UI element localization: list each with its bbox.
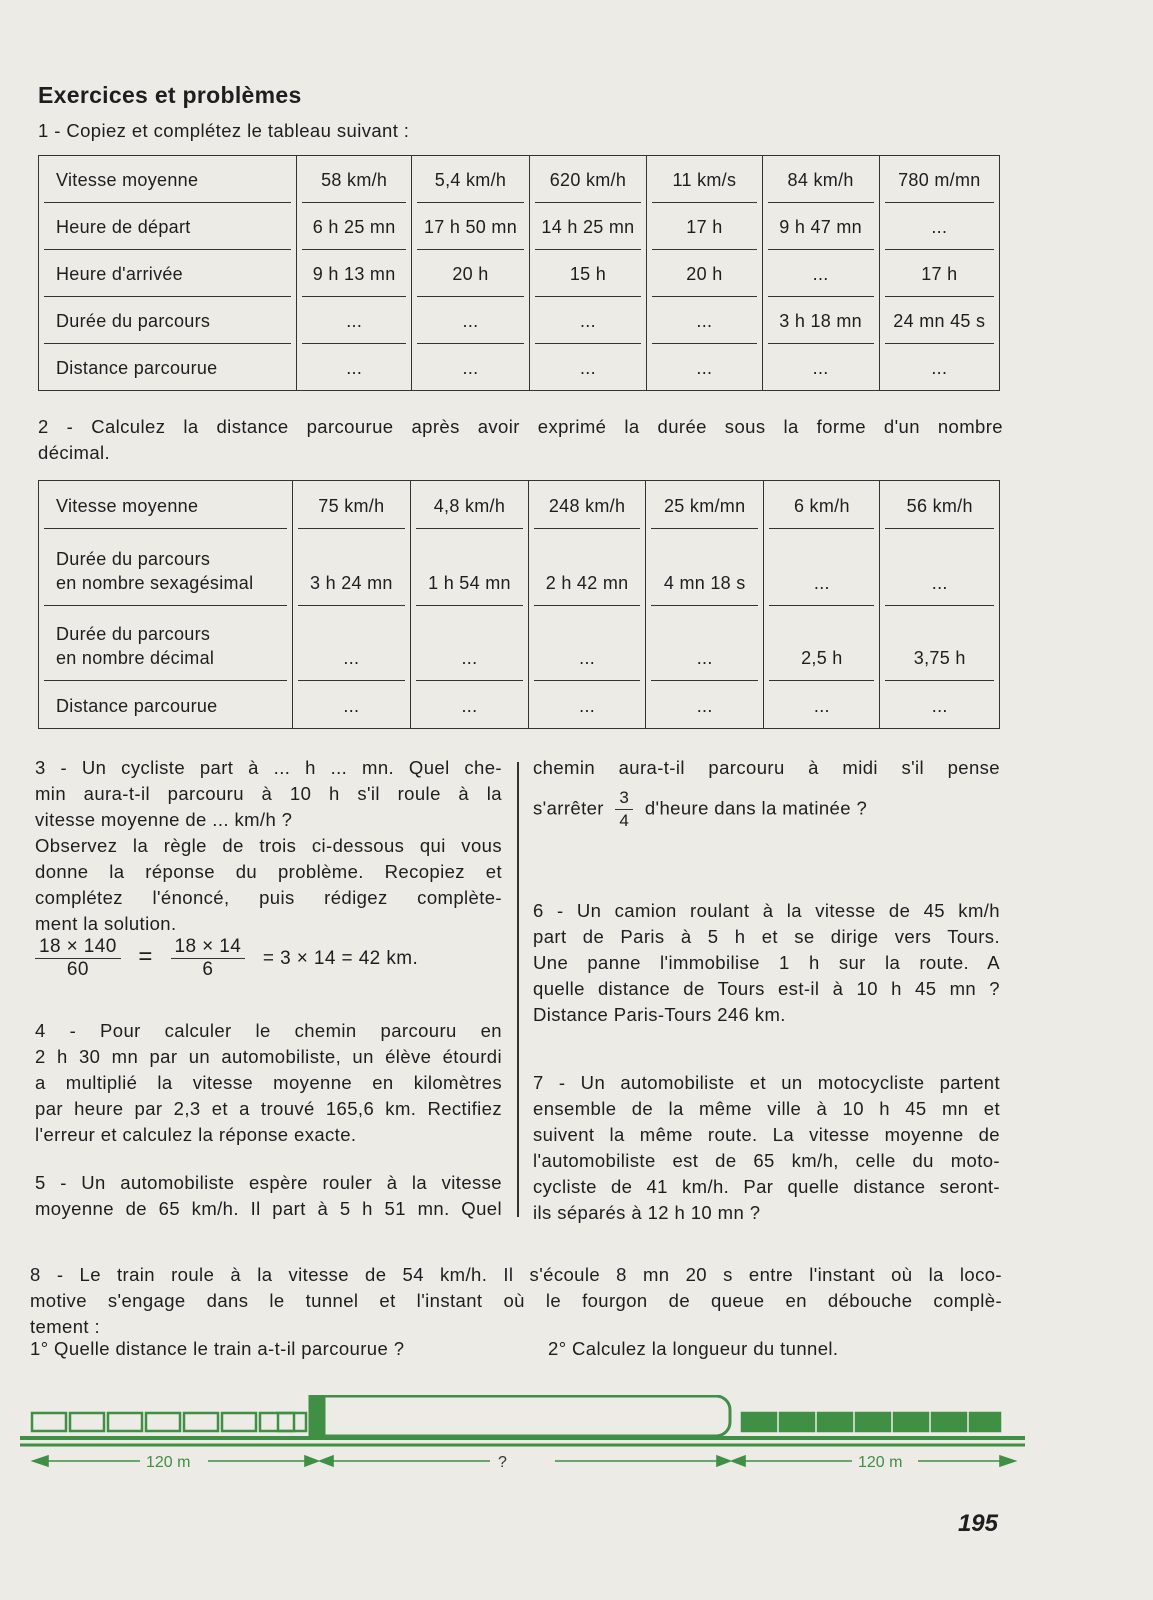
cell-text: ...	[696, 696, 713, 716]
text-line: Observez la règle de trois ci-dessous qui vous	[35, 835, 502, 856]
exercise-5	[35, 1170, 502, 1222]
cell-text: 4,8 km/h	[416, 494, 523, 529]
table-cell	[412, 156, 529, 203]
exercise-2-prompt	[38, 414, 1003, 466]
table-cell	[880, 529, 1000, 606]
exercise-2-table	[38, 480, 1000, 729]
exercise-8-q1: 1° Quelle distance le train a-t-il parcourue ?	[30, 1338, 405, 1359]
table-cell	[764, 681, 880, 729]
table-cell	[646, 606, 764, 681]
arrow-icon	[1000, 1456, 1015, 1466]
cell-text: 9 h 47 mn	[768, 215, 874, 250]
table-cell	[297, 344, 412, 391]
cell-text: ...	[535, 309, 641, 344]
cell-text: 17 h 50 mn	[417, 215, 523, 250]
cell-text: ...	[462, 358, 479, 378]
cell-text: 3,75 h	[885, 646, 994, 681]
table-cell	[412, 250, 529, 297]
table-row	[39, 156, 1000, 203]
exercise-7	[533, 1070, 1000, 1226]
table-cell	[292, 681, 410, 729]
cell-text: ...	[580, 358, 596, 378]
row-header-cell	[39, 344, 297, 391]
table-cell	[292, 481, 410, 529]
cell-text: ...	[417, 309, 523, 344]
table-cell	[879, 297, 999, 344]
table-cell	[646, 529, 764, 606]
cell-text: ...	[298, 646, 405, 681]
cell-text: Durée du parcours en nombre décimal	[44, 622, 287, 681]
cell-text: ...	[768, 262, 874, 297]
table-cell	[880, 681, 1000, 729]
cell-text: 11 km/s	[652, 168, 756, 203]
text-line: min aura-t-il parcouru à 10 h s'il roule à la	[35, 783, 502, 804]
text-line: par heure par 2,3 et a trouvé 165,6 km. Rectifiez	[35, 1098, 502, 1119]
table-cell	[646, 481, 764, 529]
numerator: 18 × 140	[35, 936, 121, 959]
text-line: 7 - Un automobiliste et un motocycliste partent	[533, 1072, 1000, 1093]
arrow-icon	[320, 1456, 333, 1466]
cell-text: ...	[651, 646, 758, 681]
cell-text: Heure de départ	[44, 215, 291, 250]
train-car	[222, 1413, 256, 1431]
train-car	[970, 1413, 1000, 1431]
table-row	[39, 344, 1000, 391]
text-line: Distance Paris-Tours 246 km.	[533, 1004, 786, 1025]
train-car	[856, 1413, 890, 1431]
table-cell	[764, 529, 880, 606]
text-line: 3 - Un cycliste part à ... h ... mn. Quel che-	[35, 757, 502, 778]
cell-text: 15 h	[535, 262, 641, 297]
table-row	[39, 203, 1000, 250]
train-car	[780, 1413, 814, 1431]
formula-result: = 3 × 14 = 42 km.	[262, 947, 419, 969]
row-header-cell	[39, 156, 297, 203]
table-cell	[529, 156, 646, 203]
table-cell	[412, 203, 529, 250]
exercise-8-q2: 2° Calculez la longueur du tunnel.	[548, 1338, 839, 1359]
fraction	[35, 936, 121, 981]
cell-text: ...	[534, 646, 640, 681]
table-row	[39, 606, 1000, 681]
row-header-cell	[39, 606, 293, 681]
table-cell	[297, 297, 412, 344]
row-header-cell	[39, 297, 297, 344]
cell-text: Durée du parcours	[44, 309, 291, 344]
table-cell	[292, 529, 410, 606]
table-cell	[647, 203, 762, 250]
fraction	[171, 936, 246, 981]
text-line: cycliste de 41 km/h. Par quelle distance seront-	[533, 1176, 1000, 1197]
table-cell	[529, 297, 646, 344]
numerator: 3	[615, 787, 633, 810]
table-cell	[764, 606, 880, 681]
cell-text: ...	[579, 696, 596, 716]
cell-text: 2 h 42 mn	[534, 571, 640, 606]
cell-text: ...	[931, 696, 948, 716]
cell-text: ...	[931, 358, 948, 378]
text-line: l'automobiliste est de 65 km/h, celle du moto-	[533, 1150, 1000, 1171]
cell-text: ...	[813, 696, 830, 716]
table-cell	[529, 681, 646, 729]
text-line: Une panne l'immobilise 1 h sur la route. A	[533, 952, 1000, 973]
text-line: motive s'engage dans le tunnel et l'instant où le fourgon de queue en débouche complè-	[30, 1290, 1002, 1311]
text-line: ils séparés à 12 h 10 mn ?	[533, 1202, 761, 1223]
table-row	[39, 297, 1000, 344]
text-line: 2 h 30 mn par un automobiliste, un élève étourdi	[35, 1046, 502, 1067]
text-line: 5 - Un automobiliste espère rouler à la vitesse	[35, 1172, 502, 1193]
text-line: donne la réponse du problème. Recopiez et	[35, 861, 502, 882]
text-line: l'erreur et calculez la réponse exacte.	[35, 1124, 357, 1145]
train-car	[742, 1413, 776, 1431]
train-car	[278, 1413, 306, 1431]
cell-text: 780 m/mn	[885, 168, 994, 203]
cell-text: ...	[652, 309, 756, 344]
cell-text: Distance parcourue	[56, 358, 218, 378]
train-car	[108, 1413, 142, 1431]
text-line: 6 - Un camion roulant à la vitesse de 45 km/h	[533, 900, 1000, 921]
table-cell	[647, 156, 762, 203]
cell-text: 6 km/h	[769, 494, 874, 529]
table-cell	[529, 481, 646, 529]
cell-text: 75 km/h	[298, 494, 405, 529]
table-cell	[879, 203, 999, 250]
cell-text: ...	[696, 358, 713, 378]
column-divider	[517, 762, 519, 1217]
cell-text: 84 km/h	[768, 168, 874, 203]
table-cell	[529, 203, 646, 250]
table-cell	[410, 529, 528, 606]
row-header-cell	[39, 481, 293, 529]
cell-text: 5,4 km/h	[417, 168, 523, 203]
denominator: 4	[619, 811, 630, 830]
text-line: ensemble de la même ville à 10 h 45 mn et	[533, 1098, 1000, 1119]
table-cell	[762, 156, 879, 203]
train-car	[32, 1413, 66, 1431]
table-row	[39, 481, 1000, 529]
table-row	[39, 529, 1000, 606]
tunnel-entrance	[310, 1396, 324, 1436]
cell-text: 17 h	[652, 215, 756, 250]
train-car	[70, 1413, 104, 1431]
exercise-1-table	[38, 155, 1000, 391]
text-line: 4 - Pour calculer le chemin parcouru en	[35, 1020, 502, 1041]
train-car	[894, 1413, 928, 1431]
exercise-8	[30, 1262, 1002, 1340]
cell-text: ...	[346, 358, 363, 378]
train-car	[818, 1413, 852, 1431]
text-line	[533, 787, 1000, 832]
train-car	[184, 1413, 218, 1431]
table-cell	[879, 344, 999, 391]
section-title: Exercices et problèmes	[38, 82, 302, 108]
denominator: 6	[202, 959, 214, 980]
text-line: suivent la même route. La vitesse moyenne de	[533, 1124, 1000, 1145]
table-cell	[529, 344, 646, 391]
cell-text: Distance parcourue	[56, 696, 218, 716]
table-cell	[764, 481, 880, 529]
table-cell	[647, 344, 762, 391]
arrow-icon	[33, 1456, 48, 1466]
exercise-6	[533, 898, 1000, 1028]
exercise-1-prompt: 1 - Copiez et complétez le tableau suivant :	[38, 120, 410, 141]
dimension-label-tunnel: ?	[498, 1454, 507, 1471]
cell-text: 24 mn 45 s	[885, 309, 994, 344]
row-header-cell	[39, 681, 293, 729]
table-cell	[762, 203, 879, 250]
cell-text: ...	[885, 215, 994, 250]
cell-text: 17 h	[885, 262, 994, 297]
fraction	[615, 787, 633, 832]
text: d'heure dans la matinée ?	[644, 797, 868, 819]
cell-text: 9 h 13 mn	[302, 262, 406, 297]
train-tunnel-diagram	[0, 1395, 1153, 1495]
cell-text: 4 mn 18 s	[651, 571, 758, 606]
cell-text: Heure d'arrivée	[44, 262, 291, 297]
text-line: 8 - Le train roule à la vitesse de 54 km/h. Il s'écoule 8 mn 20 s entre l'instant où la loco-	[30, 1264, 1002, 1285]
table-cell	[412, 344, 529, 391]
table-cell	[412, 297, 529, 344]
cell-text: 248 km/h	[534, 494, 640, 529]
cell-text: 14 h 25 mn	[535, 215, 641, 250]
train-car	[932, 1413, 966, 1431]
cell-text: 2,5 h	[769, 646, 874, 681]
table-cell	[529, 250, 646, 297]
cell-text: 25 km/mn	[651, 494, 758, 529]
cell-text: Durée du parcours en nombre sexagésimal	[44, 547, 287, 606]
row-header-cell	[39, 203, 297, 250]
train-car	[146, 1413, 180, 1431]
cell-text: Vitesse moyenne	[44, 494, 287, 529]
table-row	[39, 250, 1000, 297]
cell-text: Vitesse moyenne	[44, 168, 291, 203]
table-cell	[762, 344, 879, 391]
table-cell	[297, 250, 412, 297]
numerator: 18 × 14	[171, 936, 246, 959]
table-cell	[529, 606, 646, 681]
text: s'arrêter	[533, 797, 604, 819]
text-line: part de Paris à 5 h et se dirige vers Tours.	[533, 926, 1000, 947]
arrow-icon	[732, 1456, 745, 1466]
cell-text: ...	[769, 571, 874, 606]
table-cell	[297, 203, 412, 250]
table-cell	[410, 481, 528, 529]
table-cell	[647, 250, 762, 297]
tunnel	[310, 1396, 730, 1436]
denominator: 60	[66, 959, 89, 980]
exercise-3-formula	[35, 936, 418, 981]
dimension-label-left: 120 m	[146, 1454, 191, 1471]
table-cell	[529, 529, 646, 606]
text-line: tement :	[30, 1316, 101, 1337]
table-cell	[879, 250, 999, 297]
cell-text: ...	[461, 696, 478, 716]
cell-text: 56 km/h	[885, 494, 994, 529]
text-line: ment la solution.	[35, 913, 177, 934]
exercise-5-continued	[533, 755, 1000, 832]
cell-text: ...	[885, 571, 994, 606]
cell-text: 620 km/h	[535, 168, 641, 203]
table-cell	[762, 297, 879, 344]
table-cell	[646, 681, 764, 729]
table-cell	[647, 297, 762, 344]
table-cell	[762, 250, 879, 297]
exercise-4	[35, 1018, 502, 1148]
text-line: chemin aura-t-il parcouru à midi s'il pense	[533, 757, 1000, 778]
row-header-cell	[39, 250, 297, 297]
cell-text: 20 h	[417, 262, 523, 297]
arrow-icon	[717, 1456, 730, 1466]
cell-text: 1 h 54 mn	[416, 571, 523, 606]
exercise-3	[35, 755, 502, 937]
text-line: quelle distance de Tours est-il à 10 h 45 mn ?	[533, 978, 1000, 999]
train-left	[32, 1413, 306, 1431]
cell-text: ...	[812, 358, 829, 378]
table-cell	[880, 606, 1000, 681]
train-right	[742, 1413, 1000, 1431]
cell-text: ...	[302, 309, 406, 344]
text-line: moyenne de 65 km/h. Il part à 5 h 51 mn. Quel	[35, 1198, 502, 1219]
table-cell	[410, 606, 528, 681]
page-number: 195	[957, 1510, 998, 1537]
arrow-icon	[305, 1456, 318, 1466]
cell-text: ...	[416, 646, 523, 681]
row-header-cell	[39, 529, 293, 606]
text-line: a multiplié la vitesse moyenne en kilomètres	[35, 1072, 502, 1093]
table-row	[39, 681, 1000, 729]
cell-text: 20 h	[652, 262, 756, 297]
text-line: décimal.	[38, 442, 111, 463]
table-cell	[297, 156, 412, 203]
cell-text: ...	[343, 696, 360, 716]
table-cell	[410, 681, 528, 729]
text-line: complétez l'énoncé, puis rédigez complète-	[35, 887, 502, 908]
text-line: vitesse moyenne de ... km/h ?	[35, 809, 293, 830]
dimension-label-right: 120 m	[858, 1454, 903, 1471]
cell-text: 6 h 25 mn	[302, 215, 406, 250]
table-cell	[879, 156, 999, 203]
text-line: 2 - Calculez la distance parcourue après avoir exprimé la durée sous la forme d'un nombre	[38, 416, 1003, 437]
table-cell	[880, 481, 1000, 529]
cell-text: 3 h 18 mn	[768, 309, 874, 344]
equals: =	[138, 942, 153, 970]
cell-text: 58 km/h	[302, 168, 406, 203]
table-cell	[292, 606, 410, 681]
cell-text: 3 h 24 mn	[298, 571, 405, 606]
